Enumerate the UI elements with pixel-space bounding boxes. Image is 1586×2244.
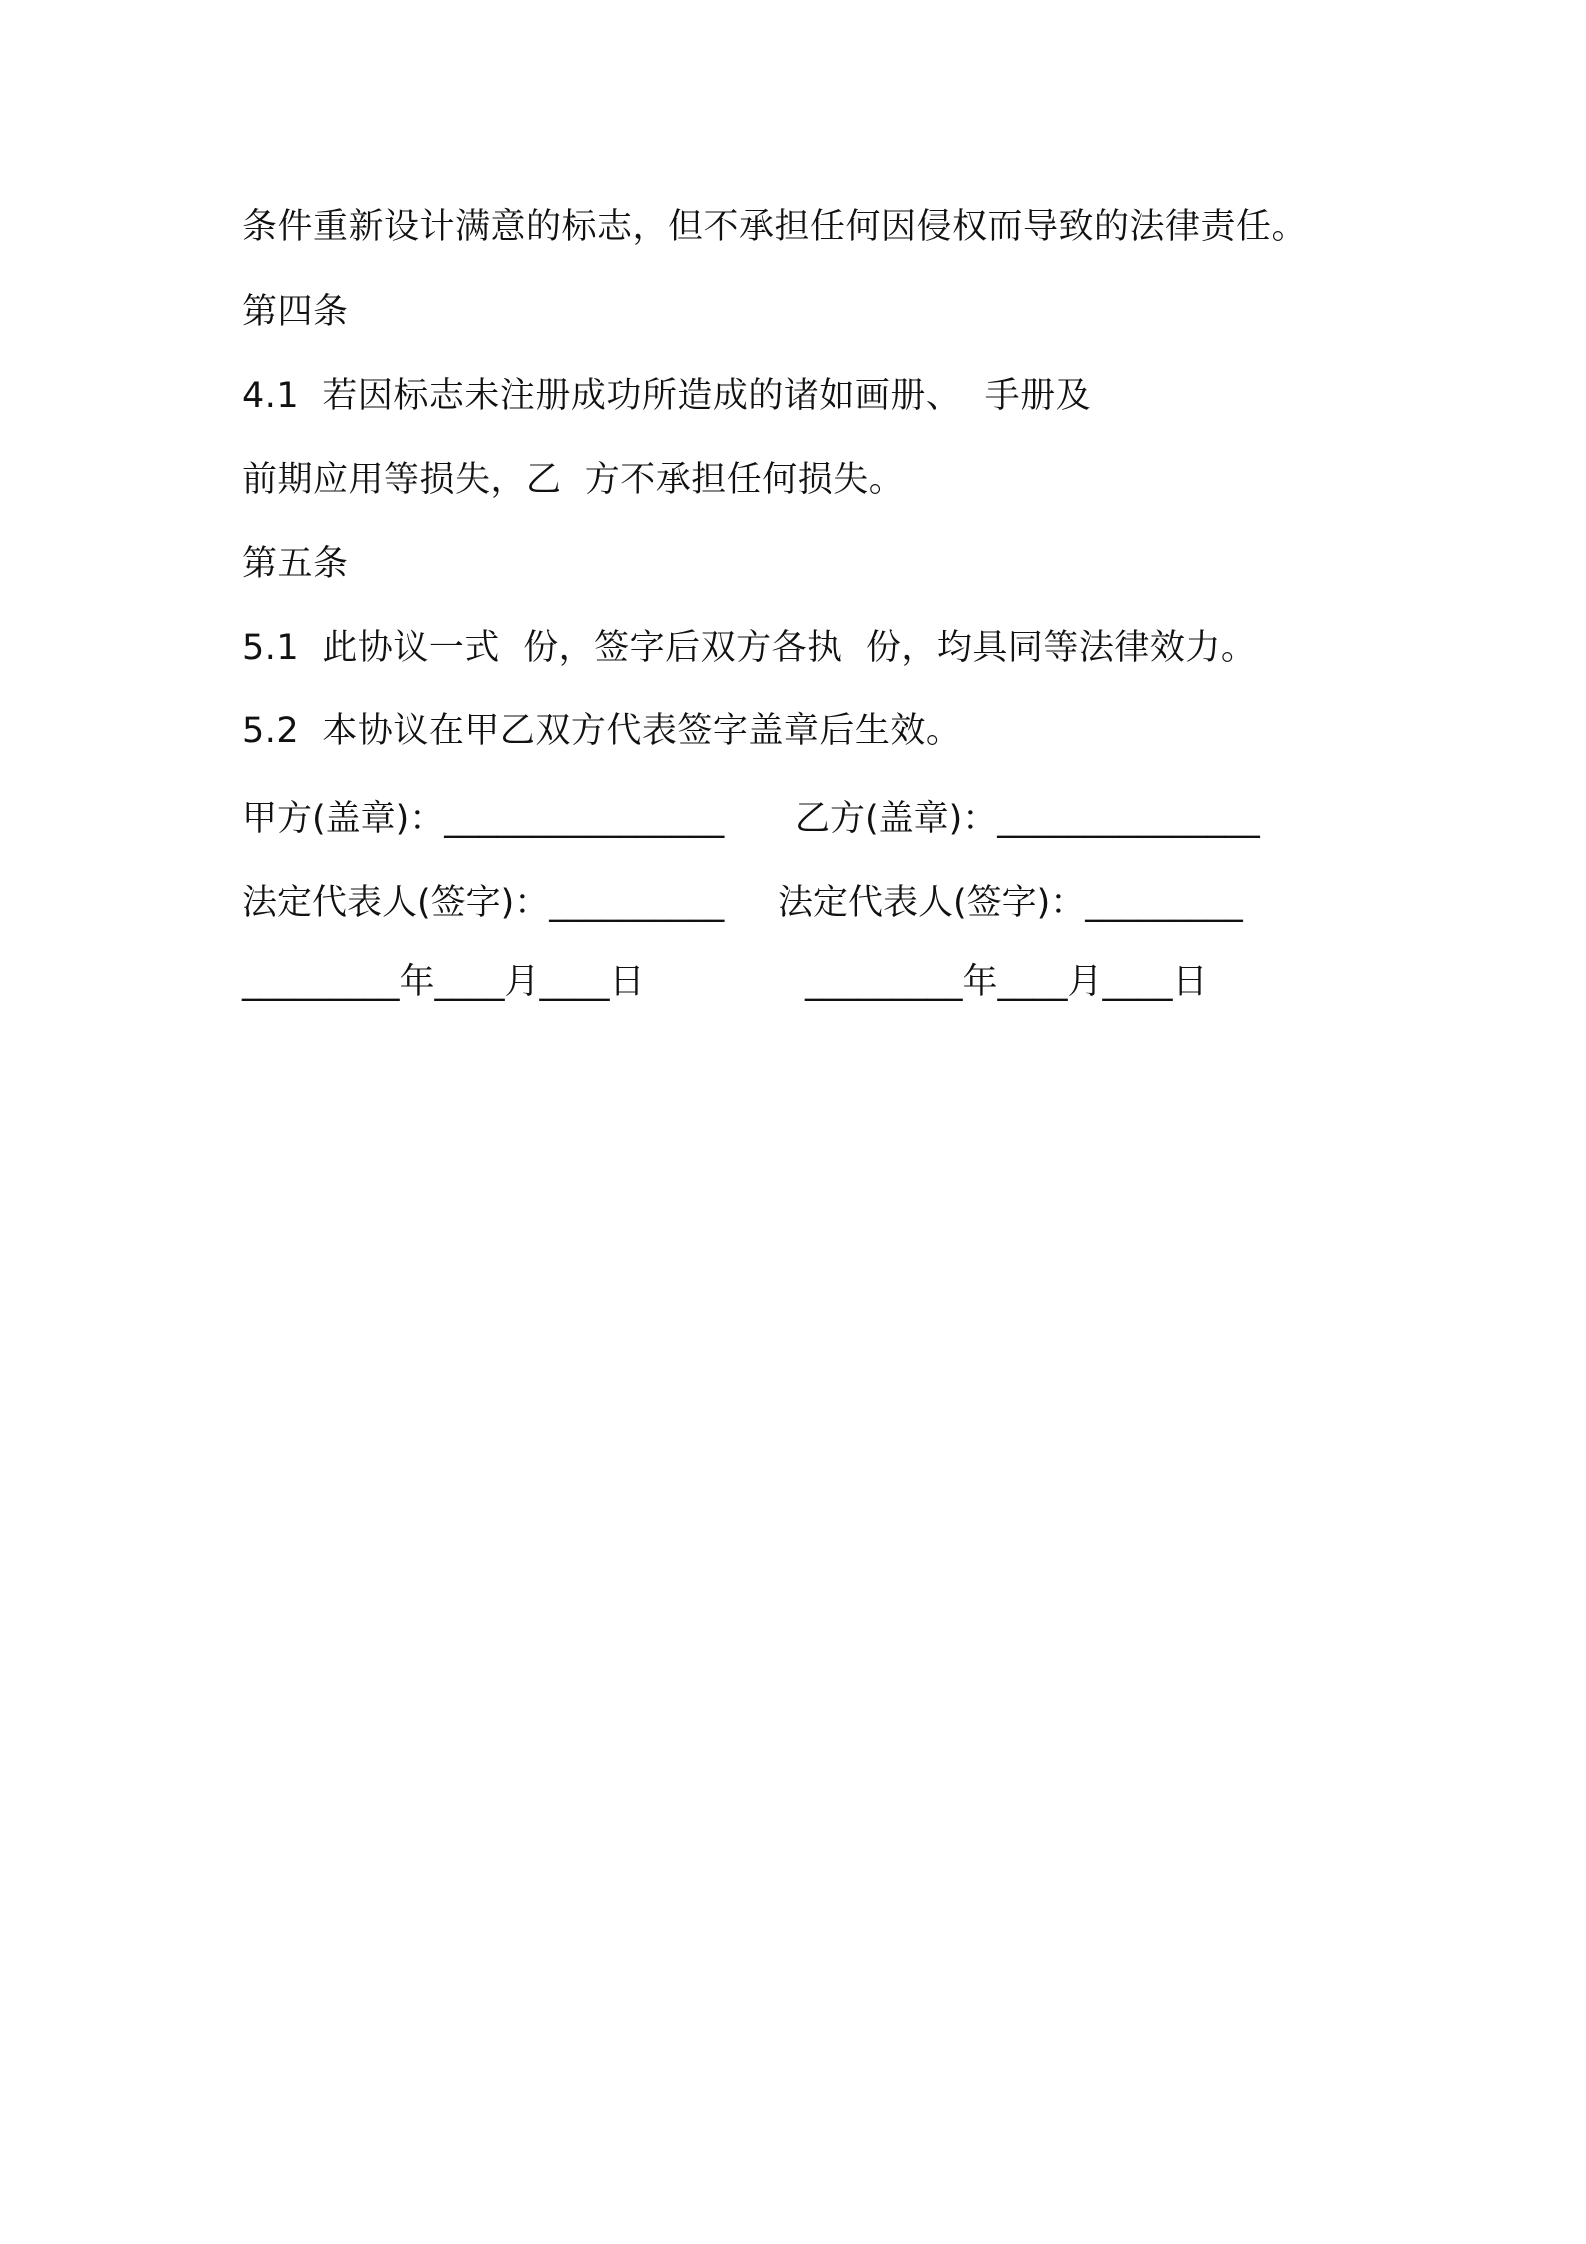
party-b-seal-field: 乙方(盖章)：_______________ — [795, 799, 1260, 839]
clause-4-1-line-1: 4.1 若因标志未注册成功所造成的诸如画册、 手册及 — [242, 376, 1092, 416]
article-4-heading: 第四条 — [242, 292, 349, 332]
party-a-seal-field: 甲方(盖章)：________________ — [242, 799, 725, 839]
party-a-representative-field: 法定代表人(签字)：__________ — [242, 883, 725, 923]
clause-5-1: 5.1 此协议一式 份，签字后双方各执 份，均具同等法律效力。 — [242, 628, 1257, 668]
party-a-date-field: _________年____月____日 — [242, 962, 645, 1002]
clause-5-2: 5.2 本协议在甲乙双方代表签字盖章后生效。 — [242, 711, 962, 751]
clause-4-1-line-2: 前期应用等损失，乙 方不承担任何损失。 — [242, 460, 905, 500]
party-b-representative-field: 法定代表人(签字)：_________ — [778, 883, 1243, 923]
party-b-date-field: _________年____月____日 — [805, 962, 1208, 1002]
article-5-heading: 第五条 — [242, 544, 349, 584]
clause-3-continuation: 条件重新设计满意的标志，但不承担任何因侵权而导致的法律责任。 — [242, 207, 1308, 247]
